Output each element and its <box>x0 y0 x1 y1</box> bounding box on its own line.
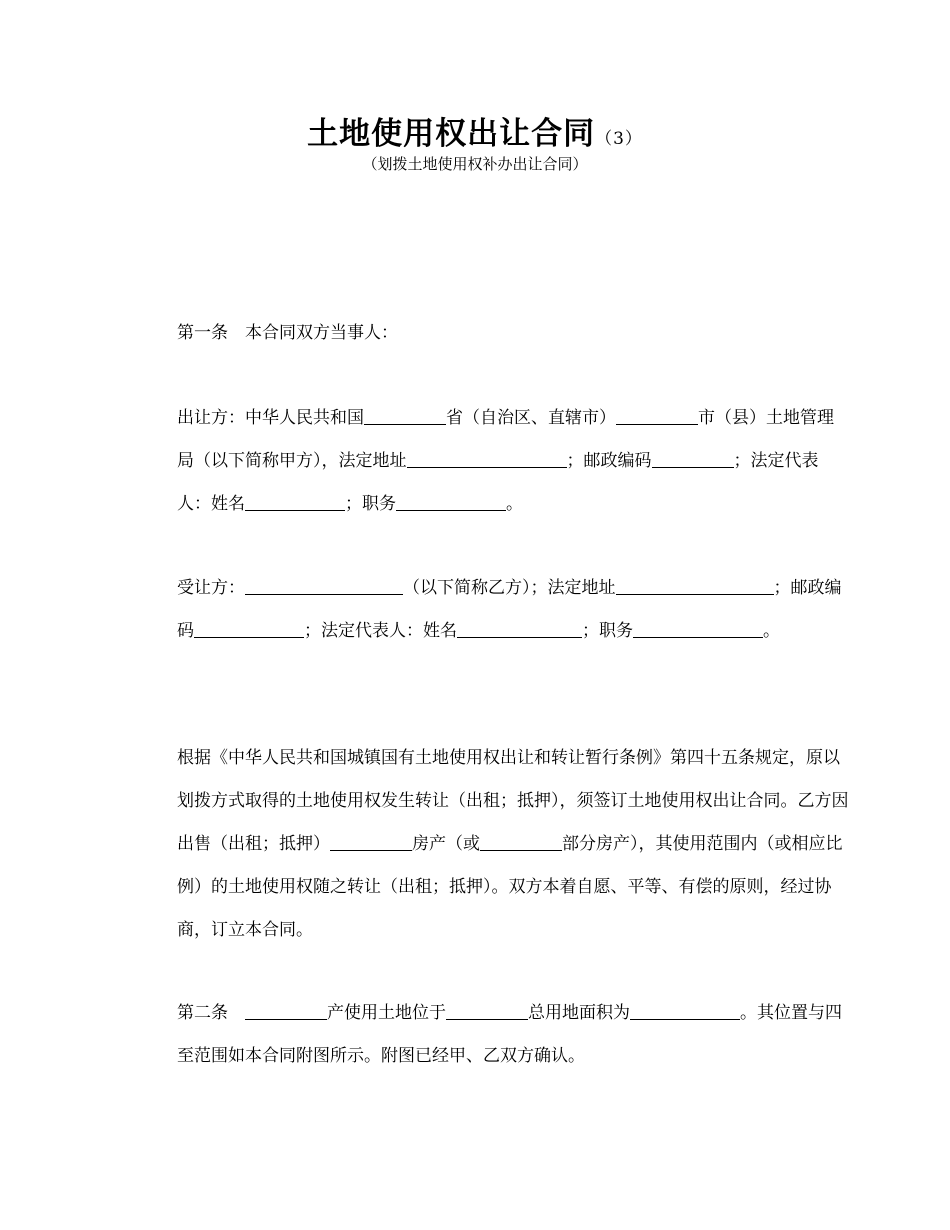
basis-text-3: 部分房产），其使用范围内（或相应比例）的土地使用权随之转让（出租；抵押）。双方本着自愿、平等、有偿的原则，经过协商，订立本合同。 <box>177 834 843 940</box>
grantee-text-2: （以下简称乙方）；法定地址 <box>403 578 616 598</box>
location-blank <box>446 1001 528 1020</box>
grantor-text-5: ；邮政编码 <box>566 451 652 471</box>
document-header <box>0 112 950 173</box>
property-name-blank <box>245 1001 327 1020</box>
grantee-text-4: 邮政编码 <box>177 578 842 641</box>
grantee-name-blank <box>245 576 403 595</box>
grantor-text-6: ；法定代表人：姓名 <box>177 451 819 514</box>
title-text: 土地使用权出让合同 <box>307 116 596 152</box>
document-title <box>0 112 950 161</box>
property-blank <box>330 832 412 851</box>
grantor-text-1: 出让方：中华人民共和国 <box>177 408 364 428</box>
grantee-text-3: ； <box>773 578 791 598</box>
title-suffix: （3） <box>595 129 643 149</box>
grantee-text-5: ；法定代表人：姓名 <box>304 621 457 641</box>
city-blank <box>616 406 698 425</box>
grantee-address-blank <box>616 576 774 595</box>
document-subtitle: （划拨土地使用权补办出让合同） <box>362 155 588 173</box>
basis-text-2: 房产（或 <box>412 834 480 854</box>
grantor-text-7: ；职务 <box>345 494 396 514</box>
basis-text-1: 根据《中华人民共和国城镇国有土地使用权出让和转让暂行条例》第四十五条规定，原以划拨方式取得的土地使用权发生转让（出租；抵押），须签订土地使用权出让合同。乙方因出售（出租；抵押） <box>177 748 849 854</box>
article-2-text-3: 总用地面积为 <box>528 1003 630 1023</box>
grantor-postcode-blank <box>652 449 734 468</box>
grantee-text-1: 受让方： <box>177 578 245 598</box>
grantor-text-8: 。 <box>506 494 523 514</box>
article-2-paragraph <box>140 992 849 1078</box>
basis-paragraph <box>140 737 849 952</box>
grantor-paragraph <box>140 397 849 526</box>
grantee-postcode-blank <box>194 619 304 638</box>
grantor-rep-title-blank <box>396 492 506 511</box>
grantee-paragraph <box>140 567 849 653</box>
article-1-heading: 第一条 本合同双方当事人： <box>177 323 398 343</box>
grantee-text-7: 。 <box>763 621 780 641</box>
grantor-text-3: 市（县） <box>698 408 766 428</box>
grantor-address-blank <box>407 449 567 468</box>
grantor-text-4: 土地管理局（以下简称甲方），法定地址 <box>177 408 834 471</box>
partial-property-blank <box>480 832 562 851</box>
grantee-rep-title-blank <box>633 619 763 638</box>
article-2-text-2: 产使用土地位于 <box>327 1003 446 1023</box>
article-2-text-4: 。其位置与四至范围如本合同附图所示。附图已经甲、乙双方确认。 <box>177 1003 842 1066</box>
grantor-rep-name-blank <box>245 492 345 511</box>
grantee-text-6: ；职务 <box>582 621 633 641</box>
province-blank <box>364 406 446 425</box>
area-blank <box>630 1001 740 1020</box>
grantor-text-2: 省（自治区、直辖市） <box>446 408 616 428</box>
grantee-rep-name-blank <box>457 619 582 638</box>
article-2-text-1: 第二条 <box>177 1003 245 1023</box>
